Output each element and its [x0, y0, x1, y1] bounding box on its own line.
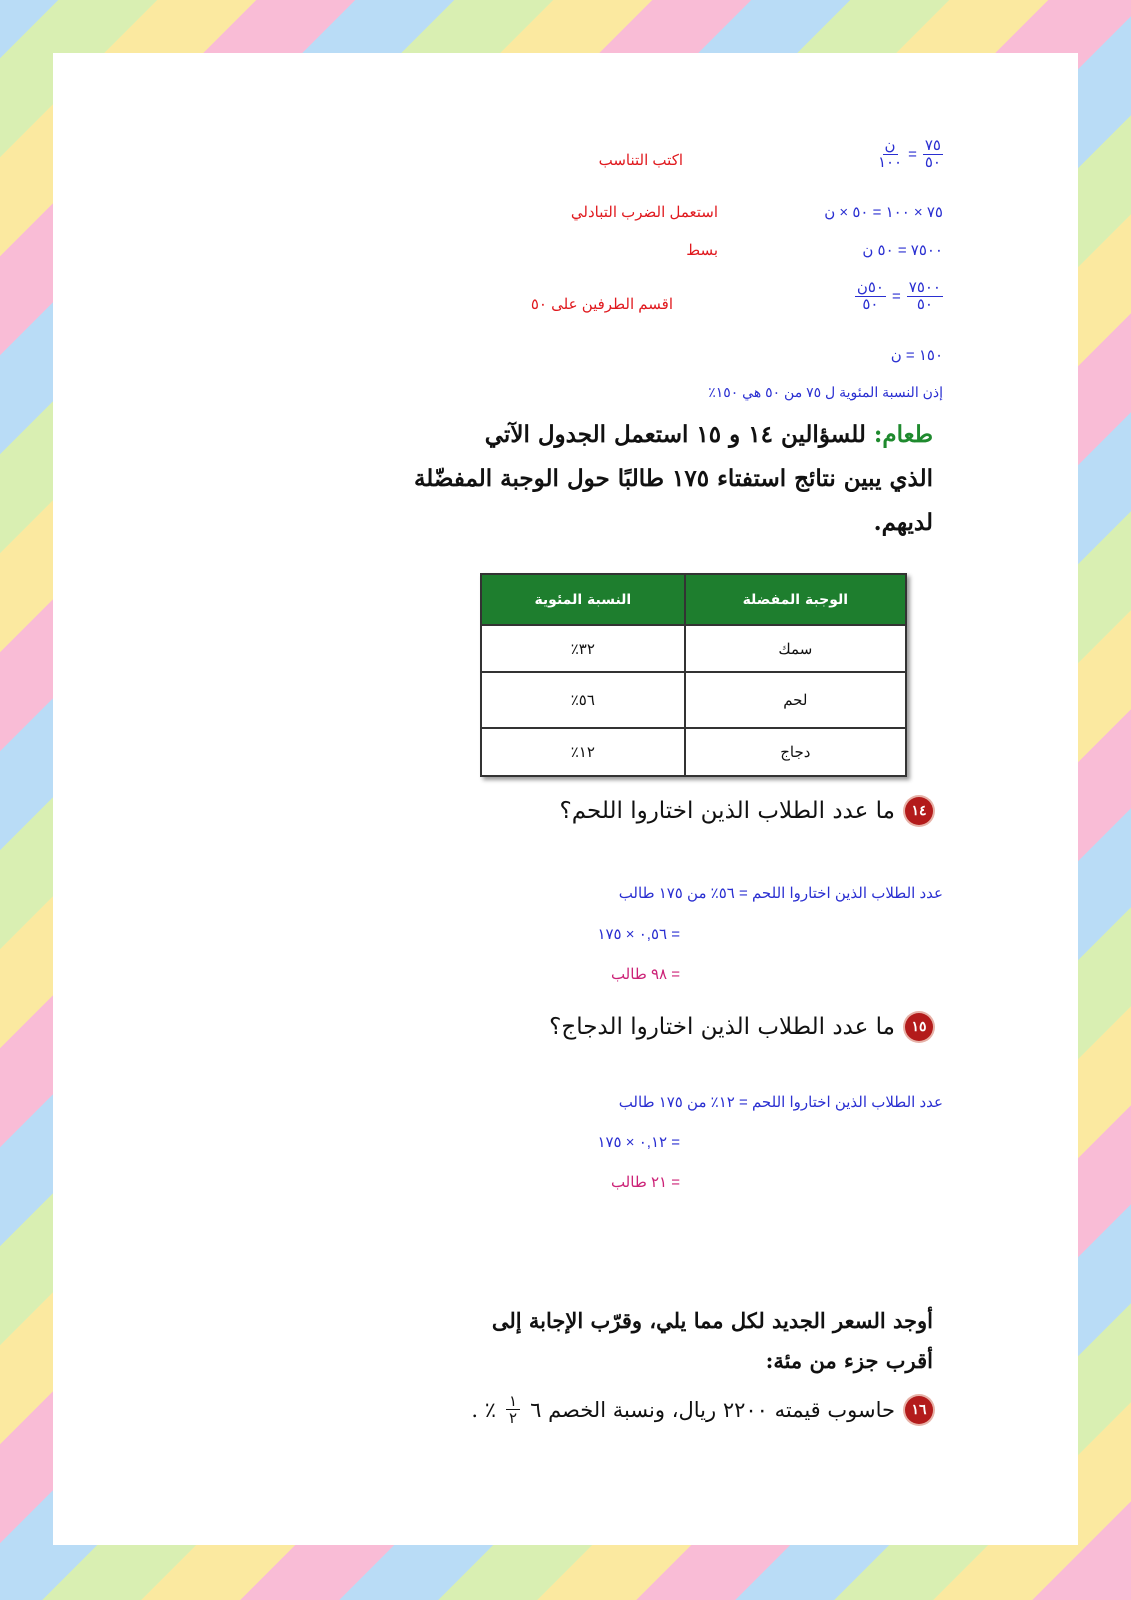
equation-simplify: ٧٥٠٠ = ٥٠ ن — [862, 242, 943, 259]
cell-percent: ٥٦٪ — [481, 672, 685, 728]
cell-percent: ٣٢٪ — [481, 625, 685, 672]
header-percent: النسبة المئوية — [481, 574, 685, 625]
instruction-line-1: أوجد السعر الجديد لكل مما يلي، وقرّب الإجابة إلى — [491, 1308, 933, 1333]
favorite-meal-table — [480, 573, 907, 777]
table-row — [481, 672, 906, 728]
q15-answer-line-2: = ٠,١٢ × ١٧٥ — [597, 1134, 680, 1151]
question-text: ما عدد الطلاب الذين اختاروا الدجاج؟ — [549, 1014, 895, 1040]
equation-result: ١٥٠ = ن — [890, 347, 943, 364]
heading-line-3: لديهم. — [873, 509, 933, 536]
fraction-half: $\frac{١}{٢}$ — [506, 1393, 520, 1426]
heading-line-1: طعام: للسؤالين ١٤ و ١٥ استعمل الجدول الآتي — [484, 421, 933, 448]
question-number-badge: ١٤ — [905, 797, 933, 825]
equation-divide: $\frac{٧٥٠٠}{٥٠}$ = $\frac{\text{٥٠ن}}{٥٠}$ — [856, 279, 941, 313]
question-tail: ٪ . — [471, 1397, 497, 1422]
question-15 — [549, 1013, 933, 1041]
fraction-left: $\frac{٧٥٠٠}{٥٠}$ — [908, 279, 941, 313]
heading-line-2: الذي يبين نتائج استفتاء ١٧٥ طالبًا حول الوجبة المفضّلة — [413, 465, 933, 492]
q15-answer-line-3: = ٢١ طالب — [610, 1174, 680, 1191]
note-divide: اقسم الطرفين على ٥٠ — [530, 296, 673, 313]
section-heading — [414, 413, 933, 545]
cell-meal: لحم — [685, 672, 906, 728]
cell-percent: ١٢٪ — [481, 728, 685, 776]
q14-answer-line-2: = ٠,٥٦ × ١٧٥ — [597, 926, 680, 943]
question-16 — [471, 1393, 933, 1426]
equation-cross-multiply: ٧٥ × ١٠٠ = ٥٠ × ن — [824, 204, 943, 221]
q15-answer-line-1: عدد الطلاب الذين اختاروا اللحم = ١٢٪ من ١٧٥ طالب — [618, 1094, 943, 1111]
fraction-left: $\frac{٧٥}{٥٠}$ — [924, 137, 941, 171]
conclusion-text: إذن النسبة المئوية ل ٧٥ من ٥٠ هي ١٥٠٪ — [708, 384, 943, 400]
note-cross-multiply: استعمل الضرب التبادلي — [570, 204, 718, 221]
header-meal: الوجبة المفضلة — [685, 574, 906, 625]
table-row — [481, 625, 906, 672]
question-14 — [560, 797, 933, 825]
question-text: ما عدد الطلاب الذين اختاروا اللحم؟ — [559, 798, 895, 824]
fraction-right: $\frac{\text{ن}}{١٠٠}$ — [877, 137, 903, 171]
fraction-right: $\frac{\text{٥٠ن}}{٥٠}$ — [856, 279, 884, 313]
cell-meal: دجاج — [685, 728, 906, 776]
table-header-row — [481, 574, 906, 625]
heading-keyword: طعام: — [873, 421, 933, 448]
note-write-proportion: اكتب التناسب — [598, 152, 683, 169]
instruction — [492, 1301, 933, 1381]
q14-answer-line-1: عدد الطلاب الذين اختاروا اللحم = ٥٦٪ من ١٧٥ طالب — [618, 885, 943, 902]
question-number-badge: ١٦ — [905, 1396, 933, 1424]
question-number-badge: ١٥ — [905, 1013, 933, 1041]
instruction-line-2: أقرب جزء من مئة: — [765, 1348, 933, 1373]
cell-meal: سمك — [685, 625, 906, 672]
note-simplify: بسط — [686, 242, 718, 259]
worksheet-page — [53, 53, 1078, 1545]
table-row — [481, 728, 906, 776]
equation-proportion: $\frac{٧٥}{٥٠}$ = $\frac{\text{ن}}{١٠٠}$ — [877, 137, 941, 171]
question-text: حاسوب قيمته ٢٢٠٠ ريال، ونسبة الخصم ٦ — [530, 1397, 895, 1422]
q14-answer-line-3: = ٩٨ طالب — [610, 966, 680, 983]
